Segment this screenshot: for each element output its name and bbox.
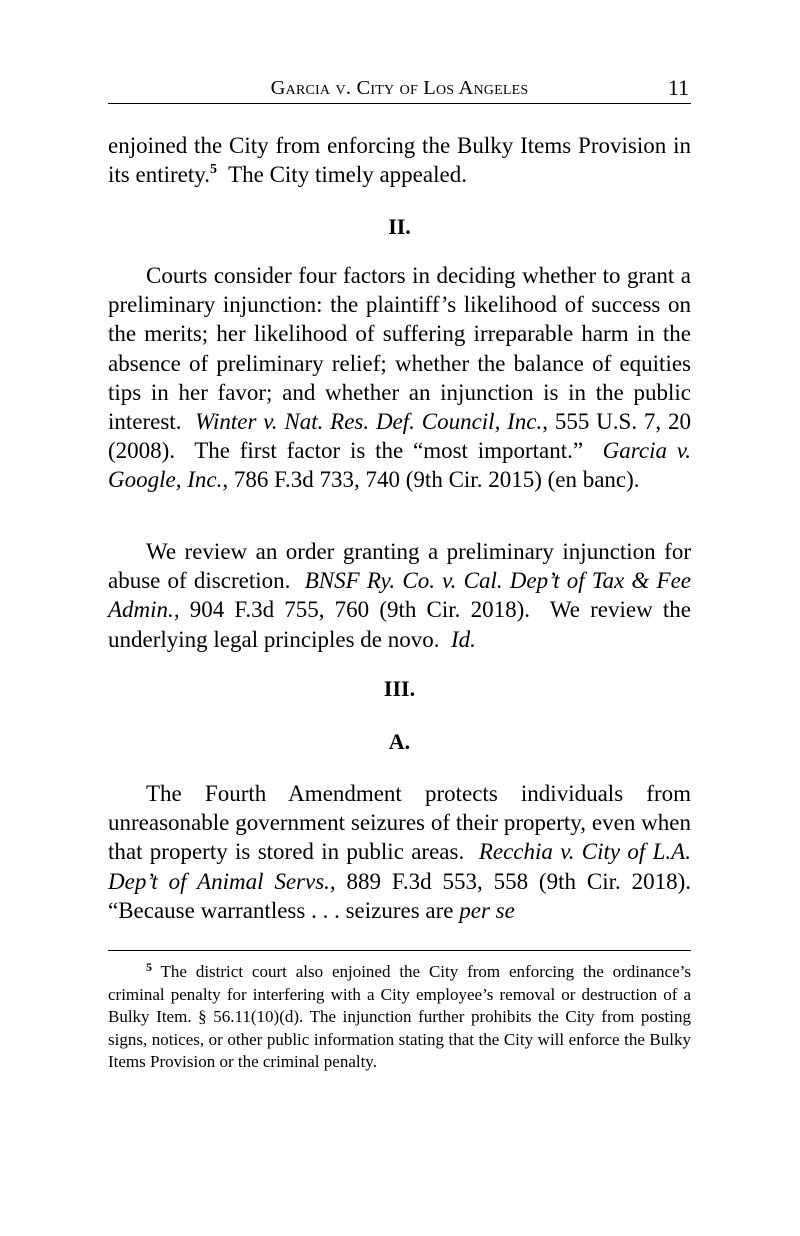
footnote-ref-5[interactable]: 5 [209,162,217,178]
footnote-text: The district court also enjoined the City from enforcing the ordinance’s criminal penalty for interfering with a City employee’s removal or destruction of a Bulky Item. § 56.11(10)(d). The injunction further prohibits the City from posting signs, notices, or other public information stating that the City will enforce the Bulky Items Provision or the criminal penalty. [108,962,691,1071]
citation-recchia: Recchia v. City of L.A. Dep’t of Animal Servs. [108,839,691,894]
citation-id: Id. [451,626,476,652]
paragraph-1 [108,131,691,189]
paragraph-4 [108,779,703,925]
citation-garcia-google: Garcia v. Google, Inc. [108,438,691,493]
paragraph-2-text-1: Courts consider four factors in deciding whether to grant a preliminary injunction: the plaintiff’s likelihood of success on the merits; her likelihood of suffering irreparable harm in the absence of preliminary relief; whether the balance of equities tips in her favor; and whether an injunction is in the public interest. [108,263,697,435]
paragraph-1-text: enjoined the City from enforcing the Bulky Items Provision in its entirety. [108,133,691,188]
footnote-5 [108,961,691,1074]
paragraph-4-text-2: , 889 F.3d 553, 558 (9th Cir. 2018). “Because warrantless . . . seizures are [108,868,703,923]
paragraph-2-text-3: , 786 F.3d 733, 740 (9th Cir. 2015) (en banc). [222,467,640,493]
paragraph-3-text-1: We review an order granting a preliminary injunction for abuse of discretion. [108,539,697,594]
paragraph-4-text-1: The Fourth Amendment protects individuals from unreasonable government seizures of their property, even when that property is stored in public areas. [108,781,697,865]
citation-winter: Winter v. Nat. Res. Def. Council, Inc. [195,409,543,435]
paragraph-3-text-2: , 904 F.3d 755, 760 (9th Cir. 2018). We review the underlying legal principles de novo. [108,597,697,652]
section-heading-ii: II. [388,214,411,239]
case-title: Garcia v. City of Los Angeles [270,77,529,99]
citation-bnsf: BNSF Ry. Co. v. Cal. Dep’t of Tax & Fee Admin. [108,568,691,623]
footnote-divider [108,950,691,951]
paragraph-2-text-2: , 555 U.S. 7, 20 (2008). The first factor is the “most important.” [108,409,697,464]
paragraph-1-text-after: The City timely appealed. [216,162,467,188]
page-number: 11 [667,75,689,100]
paragraph-3 [108,537,697,654]
paragraph-2 [108,261,697,495]
running-head [108,75,691,104]
subsection-heading-a: A. [388,729,411,754]
section-heading-iii: III. [383,676,416,701]
paragraph-4-italic-per-se: per se [459,897,515,923]
footnote-number: 5 [146,960,152,974]
